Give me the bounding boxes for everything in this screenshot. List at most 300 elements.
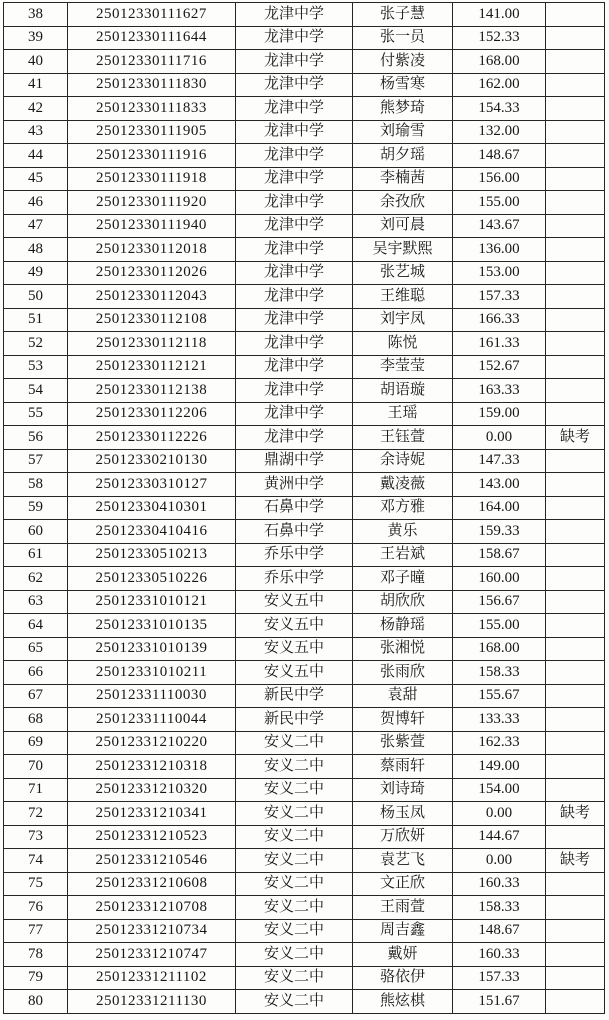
cell-remark [546,449,605,473]
table-row [4,825,605,849]
cell-student-name: 张艺城 [353,261,453,285]
cell-exam-id: 25012330112118 [68,332,236,356]
cell-score: 154.00 [453,778,546,802]
cell-row-number: 42 [4,97,68,121]
cell-score: 149.00 [453,755,546,779]
cell-remark [546,402,605,426]
cell-exam-id: 25012330111716 [68,50,236,74]
cell-remark [546,896,605,920]
cell-exam-id: 25012331210341 [68,802,236,826]
cell-score: 133.33 [453,708,546,732]
cell-score: 148.67 [453,919,546,943]
cell-remark [546,919,605,943]
cell-school-name: 龙津中学 [236,191,353,215]
table-row [4,872,605,896]
cell-score: 155.00 [453,614,546,638]
cell-school-name: 安义二中 [236,731,353,755]
cell-exam-id: 25012330210130 [68,449,236,473]
cell-school-name: 鼎湖中学 [236,449,353,473]
table-row [4,379,605,403]
cell-score: 162.00 [453,73,546,97]
cell-exam-id: 25012331110044 [68,708,236,732]
cell-student-name: 张一员 [353,26,453,50]
cell-score: 158.67 [453,543,546,567]
cell-score: 161.33 [453,332,546,356]
cell-student-name: 吴宇默熙 [353,238,453,262]
cell-student-name: 王钰萱 [353,426,453,450]
cell-remark [546,825,605,849]
table-row [4,332,605,356]
cell-school-name: 新民中学 [236,708,353,732]
cell-student-name: 杨玉凤 [353,802,453,826]
cell-student-name: 王岩斌 [353,543,453,567]
table-row [4,144,605,168]
cell-exam-id: 25012331211130 [68,990,236,1014]
cell-score: 152.67 [453,355,546,379]
cell-score: 136.00 [453,238,546,262]
table-row [4,637,605,661]
cell-score: 168.00 [453,637,546,661]
cell-score: 162.33 [453,731,546,755]
cell-row-number: 69 [4,731,68,755]
cell-school-name: 安义二中 [236,849,353,873]
cell-student-name: 陈悦 [353,332,453,356]
cell-score: 141.00 [453,3,546,27]
cell-remark [546,97,605,121]
cell-remark [546,167,605,191]
cell-exam-id: 25012331210220 [68,731,236,755]
cell-remark [546,755,605,779]
cell-score: 132.00 [453,120,546,144]
table-row [4,520,605,544]
cell-school-name: 龙津中学 [236,3,353,27]
cell-remark [546,778,605,802]
cell-exam-id: 25012330112043 [68,285,236,309]
cell-student-name: 邓子曈 [353,567,453,591]
table-row [4,614,605,638]
cell-score: 147.33 [453,449,546,473]
cell-school-name: 龙津中学 [236,97,353,121]
cell-school-name: 龙津中学 [236,144,353,168]
cell-school-name: 安义二中 [236,990,353,1014]
cell-exam-id: 25012331010139 [68,637,236,661]
cell-exam-id: 25012330111905 [68,120,236,144]
cell-school-name: 龙津中学 [236,308,353,332]
cell-remark [546,73,605,97]
cell-remark [546,990,605,1014]
cell-exam-id: 25012330112121 [68,355,236,379]
cell-row-number: 65 [4,637,68,661]
cell-student-name: 杨静瑶 [353,614,453,638]
cell-row-number: 77 [4,919,68,943]
cell-exam-id: 25012330510226 [68,567,236,591]
table-row [4,449,605,473]
cell-remark [546,966,605,990]
cell-student-name: 邓方雅 [353,496,453,520]
cell-student-name: 胡语璇 [353,379,453,403]
cell-exam-id: 25012330112018 [68,238,236,262]
cell-remark [546,614,605,638]
cell-remark [546,332,605,356]
cell-school-name: 龙津中学 [236,332,353,356]
cell-exam-id: 25012330112226 [68,426,236,450]
cell-school-name: 安义二中 [236,896,353,920]
cell-student-name: 张湘悦 [353,637,453,661]
cell-school-name: 黄洲中学 [236,473,353,497]
table-row [4,191,605,215]
cell-row-number: 52 [4,332,68,356]
table-row [4,567,605,591]
cell-score: 151.67 [453,990,546,1014]
cell-exam-id: 25012331210546 [68,849,236,873]
cell-exam-id: 25012330112026 [68,261,236,285]
cell-row-number: 56 [4,426,68,450]
cell-student-name: 万欣妍 [353,825,453,849]
cell-score: 159.00 [453,402,546,426]
cell-score: 154.33 [453,97,546,121]
cell-remark [546,496,605,520]
table-row [4,896,605,920]
exam-score-table [3,2,605,1014]
cell-exam-id: 25012330111920 [68,191,236,215]
table-row [4,778,605,802]
cell-score: 0.00 [453,802,546,826]
cell-student-name: 杨雪寒 [353,73,453,97]
cell-row-number: 66 [4,661,68,685]
cell-exam-id: 25012330111644 [68,26,236,50]
cell-exam-id: 25012330112108 [68,308,236,332]
cell-exam-id: 25012330111918 [68,167,236,191]
table-row [4,473,605,497]
cell-student-name: 张雨欣 [353,661,453,685]
cell-score: 158.33 [453,661,546,685]
cell-exam-id: 25012330111830 [68,73,236,97]
cell-exam-id: 25012330510213 [68,543,236,567]
cell-remark [546,661,605,685]
cell-exam-id: 25012331010211 [68,661,236,685]
cell-row-number: 46 [4,191,68,215]
table-row [4,238,605,262]
cell-school-name: 龙津中学 [236,402,353,426]
table-row [4,50,605,74]
cell-remark [546,473,605,497]
cell-student-name: 骆依伊 [353,966,453,990]
table-row [4,402,605,426]
cell-exam-id: 25012331210318 [68,755,236,779]
cell-student-name: 周吉鑫 [353,919,453,943]
cell-score: 160.33 [453,872,546,896]
cell-student-name: 王雨萱 [353,896,453,920]
cell-school-name: 安义五中 [236,661,353,685]
cell-exam-id: 25012330111916 [68,144,236,168]
cell-student-name: 余诗妮 [353,449,453,473]
cell-row-number: 57 [4,449,68,473]
table-row [4,355,605,379]
cell-score: 160.33 [453,943,546,967]
cell-row-number: 55 [4,402,68,426]
cell-student-name: 张紫萱 [353,731,453,755]
cell-remark [546,379,605,403]
cell-row-number: 70 [4,755,68,779]
cell-remark [546,590,605,614]
table-row [4,120,605,144]
table-row [4,849,605,873]
cell-remark [546,708,605,732]
cell-row-number: 50 [4,285,68,309]
cell-score: 153.00 [453,261,546,285]
table-row [4,426,605,450]
cell-school-name: 安义五中 [236,590,353,614]
table-body [4,3,605,1014]
cell-student-name: 张子慧 [353,3,453,27]
cell-row-number: 47 [4,214,68,238]
cell-school-name: 新民中学 [236,684,353,708]
cell-row-number: 75 [4,872,68,896]
cell-remark [546,355,605,379]
cell-row-number: 58 [4,473,68,497]
cell-row-number: 59 [4,496,68,520]
cell-remark [546,520,605,544]
cell-remark [546,943,605,967]
cell-row-number: 39 [4,26,68,50]
cell-student-name: 李莹莹 [353,355,453,379]
cell-row-number: 38 [4,3,68,27]
cell-student-name: 王瑶 [353,402,453,426]
cell-exam-id: 25012331210523 [68,825,236,849]
cell-student-name: 余孜欣 [353,191,453,215]
cell-student-name: 蔡雨轩 [353,755,453,779]
cell-school-name: 安义二中 [236,872,353,896]
table-row [4,590,605,614]
cell-school-name: 龙津中学 [236,26,353,50]
table-row [4,731,605,755]
cell-school-name: 龙津中学 [236,285,353,309]
table-row [4,990,605,1014]
cell-score: 159.33 [453,520,546,544]
cell-remark [546,637,605,661]
cell-row-number: 62 [4,567,68,591]
table-row [4,943,605,967]
cell-remark [546,261,605,285]
cell-row-number: 60 [4,520,68,544]
cell-school-name: 乔乐中学 [236,567,353,591]
cell-student-name: 刘瑜雪 [353,120,453,144]
cell-exam-id: 25012330410416 [68,520,236,544]
cell-exam-id: 25012331211102 [68,966,236,990]
cell-score: 155.00 [453,191,546,215]
cell-score: 148.67 [453,144,546,168]
cell-remark [546,26,605,50]
cell-exam-id: 25012331210320 [68,778,236,802]
cell-remark: 缺考 [546,426,605,450]
cell-score: 143.00 [453,473,546,497]
cell-remark [546,731,605,755]
cell-student-name: 袁甜 [353,684,453,708]
cell-row-number: 49 [4,261,68,285]
cell-school-name: 安义二中 [236,755,353,779]
cell-exam-id: 25012331010121 [68,590,236,614]
cell-exam-id: 25012330310127 [68,473,236,497]
cell-student-name: 胡欣欣 [353,590,453,614]
table-row [4,919,605,943]
score-list-sheet [3,2,604,1014]
table-row [4,3,605,27]
cell-school-name: 龙津中学 [236,379,353,403]
cell-score: 144.67 [453,825,546,849]
table-row [4,661,605,685]
cell-student-name: 熊梦琦 [353,97,453,121]
cell-student-name: 袁艺飞 [353,849,453,873]
cell-remark [546,285,605,309]
table-row [4,802,605,826]
cell-exam-id: 25012330111627 [68,3,236,27]
table-row [4,214,605,238]
cell-score: 168.00 [453,50,546,74]
cell-score: 143.67 [453,214,546,238]
cell-remark: 缺考 [546,802,605,826]
cell-exam-id: 25012331010135 [68,614,236,638]
cell-exam-id: 25012330111833 [68,97,236,121]
cell-row-number: 80 [4,990,68,1014]
cell-school-name: 龙津中学 [236,167,353,191]
cell-row-number: 40 [4,50,68,74]
cell-school-name: 龙津中学 [236,120,353,144]
cell-school-name: 安义二中 [236,825,353,849]
cell-row-number: 53 [4,355,68,379]
table-row [4,543,605,567]
table-row [4,308,605,332]
table-row [4,684,605,708]
cell-row-number: 61 [4,543,68,567]
cell-student-name: 胡夕瑶 [353,144,453,168]
cell-exam-id: 25012331110030 [68,684,236,708]
cell-school-name: 安义五中 [236,637,353,661]
cell-row-number: 73 [4,825,68,849]
cell-school-name: 安义二中 [236,966,353,990]
cell-row-number: 74 [4,849,68,873]
cell-row-number: 64 [4,614,68,638]
cell-row-number: 45 [4,167,68,191]
cell-score: 166.33 [453,308,546,332]
cell-remark [546,308,605,332]
cell-school-name: 乔乐中学 [236,543,353,567]
cell-exam-id: 25012330112206 [68,402,236,426]
cell-row-number: 71 [4,778,68,802]
table-row [4,966,605,990]
cell-score: 0.00 [453,426,546,450]
cell-school-name: 安义五中 [236,614,353,638]
cell-score: 157.33 [453,285,546,309]
cell-school-name: 石鼻中学 [236,520,353,544]
cell-student-name: 戴妍 [353,943,453,967]
table-row [4,97,605,121]
cell-remark: 缺考 [546,849,605,873]
cell-student-name: 李楠茜 [353,167,453,191]
cell-row-number: 68 [4,708,68,732]
cell-row-number: 44 [4,144,68,168]
cell-score: 155.67 [453,684,546,708]
cell-remark [546,684,605,708]
table-row [4,26,605,50]
cell-score: 164.00 [453,496,546,520]
cell-school-name: 安义二中 [236,802,353,826]
cell-row-number: 72 [4,802,68,826]
table-row [4,167,605,191]
cell-student-name: 付紫凌 [353,50,453,74]
cell-score: 160.00 [453,567,546,591]
table-row [4,755,605,779]
table-row [4,73,605,97]
cell-score: 163.33 [453,379,546,403]
cell-student-name: 刘诗琦 [353,778,453,802]
cell-school-name: 安义二中 [236,919,353,943]
cell-student-name: 戴凌薇 [353,473,453,497]
cell-row-number: 54 [4,379,68,403]
cell-student-name: 黄乐 [353,520,453,544]
cell-school-name: 龙津中学 [236,426,353,450]
cell-school-name: 龙津中学 [236,214,353,238]
cell-exam-id: 25012330410301 [68,496,236,520]
cell-row-number: 43 [4,120,68,144]
cell-row-number: 67 [4,684,68,708]
cell-row-number: 76 [4,896,68,920]
cell-row-number: 51 [4,308,68,332]
cell-student-name: 贺博轩 [353,708,453,732]
cell-student-name: 刘可晨 [353,214,453,238]
cell-school-name: 龙津中学 [236,50,353,74]
cell-row-number: 79 [4,966,68,990]
cell-score: 158.33 [453,896,546,920]
cell-row-number: 41 [4,73,68,97]
cell-remark [546,120,605,144]
cell-remark [546,191,605,215]
cell-remark [546,567,605,591]
cell-school-name: 龙津中学 [236,355,353,379]
cell-school-name: 龙津中学 [236,73,353,97]
cell-remark [546,238,605,262]
cell-score: 0.00 [453,849,546,873]
cell-score: 152.33 [453,26,546,50]
table-row [4,261,605,285]
cell-student-name: 王维聪 [353,285,453,309]
cell-exam-id: 25012330111940 [68,214,236,238]
cell-exam-id: 25012331210734 [68,919,236,943]
cell-exam-id: 25012331210747 [68,943,236,967]
cell-remark [546,3,605,27]
cell-score: 157.33 [453,966,546,990]
cell-row-number: 63 [4,590,68,614]
cell-remark [546,214,605,238]
cell-remark [546,872,605,896]
cell-student-name: 文正欣 [353,872,453,896]
table-row [4,708,605,732]
cell-school-name: 安义二中 [236,943,353,967]
cell-exam-id: 25012331210708 [68,896,236,920]
cell-school-name: 龙津中学 [236,238,353,262]
table-row [4,285,605,309]
cell-remark [546,543,605,567]
cell-row-number: 78 [4,943,68,967]
cell-score: 156.00 [453,167,546,191]
cell-student-name: 熊炫棋 [353,990,453,1014]
table-row [4,496,605,520]
cell-remark [546,50,605,74]
cell-exam-id: 25012330112138 [68,379,236,403]
cell-school-name: 安义二中 [236,778,353,802]
cell-remark [546,144,605,168]
cell-score: 156.67 [453,590,546,614]
cell-student-name: 刘宇凤 [353,308,453,332]
